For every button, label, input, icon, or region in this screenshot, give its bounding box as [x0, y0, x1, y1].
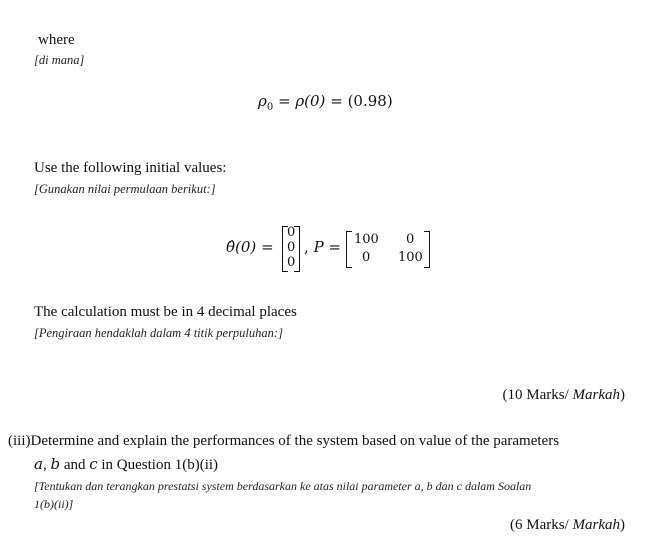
- marks-italic: Markah: [572, 517, 620, 533]
- rho-subscript: 0: [266, 102, 274, 113]
- decimal-note-text: The calculation must be in 4 decimal places: [34, 304, 297, 320]
- marks-label: [503, 386, 626, 404]
- equals-sign: =: [277, 92, 291, 110]
- var-b: b: [50, 455, 61, 473]
- where-text: where: [38, 32, 75, 48]
- marks-suffix: ): [620, 387, 625, 403]
- question-iii-translation-line2: 1(b)(ii)]: [34, 497, 74, 511]
- p-matrix-cell: 0: [362, 250, 371, 265]
- initial-values-translation: [Gunakan nilai permulaan berikut:]: [34, 182, 216, 196]
- marks-suffix: ): [620, 517, 625, 533]
- theta-lhs: [226, 238, 274, 256]
- rho-value: (0.98): [347, 92, 393, 110]
- p-symbol: P: [313, 238, 324, 256]
- p-matrix: [346, 231, 430, 271]
- marks-prefix: (10 Marks/: [502, 387, 573, 403]
- question-iii-translation-line1: [Tentukan dan terangkan prestatsi system berdasarkan ke atas nilai parameter a, b dan c dalam Soalan: [34, 479, 532, 493]
- theta-vector-cell: 0: [287, 225, 296, 240]
- theta-hat: θ̂(0): [226, 238, 257, 256]
- where-translation: [di mana]: [34, 53, 85, 67]
- left-bracket: [346, 231, 352, 268]
- decimal-note-translation: [Pengiraan hendaklah dalam 4 titik perpuluhan:]: [34, 326, 283, 340]
- question-iii-line1: [8, 432, 559, 450]
- p-matrix-cell: 0: [406, 232, 415, 247]
- equals-sign: =: [328, 238, 342, 256]
- question-text: Determine and explain the performances of the system based on value of the parameters: [30, 433, 560, 449]
- p-matrix-cell: 100: [398, 250, 423, 265]
- rho-of-zero: ρ(0): [295, 92, 326, 110]
- theta-vector: [282, 226, 300, 272]
- rho-equation: [258, 92, 393, 117]
- initial-values-text: Use the following initial values:: [34, 160, 227, 176]
- marks-italic: Markah: [572, 387, 620, 403]
- question-rest: in Question 1(b)(ii): [101, 457, 219, 473]
- rho-symbol: ρ: [258, 92, 267, 110]
- var-c: c: [89, 455, 98, 473]
- question-number: (iii): [8, 433, 31, 449]
- separator-comma: ,: [304, 238, 309, 256]
- and-word: and: [63, 457, 86, 473]
- theta-vector-cell: 0: [287, 255, 296, 270]
- p-matrix-cell: 100: [354, 232, 379, 247]
- equals-sign: =: [261, 238, 274, 256]
- p-lhs: [304, 238, 341, 256]
- equals-sign: =: [330, 92, 343, 110]
- var-a: a: [34, 455, 43, 473]
- right-bracket: [424, 231, 430, 268]
- comma: ,: [42, 457, 47, 473]
- marks-label: [510, 516, 625, 534]
- question-iii-line2: [34, 455, 218, 474]
- marks-prefix: (6 Marks/: [510, 517, 573, 533]
- theta-vector-cell: 0: [287, 240, 296, 255]
- right-bracket: [294, 226, 300, 272]
